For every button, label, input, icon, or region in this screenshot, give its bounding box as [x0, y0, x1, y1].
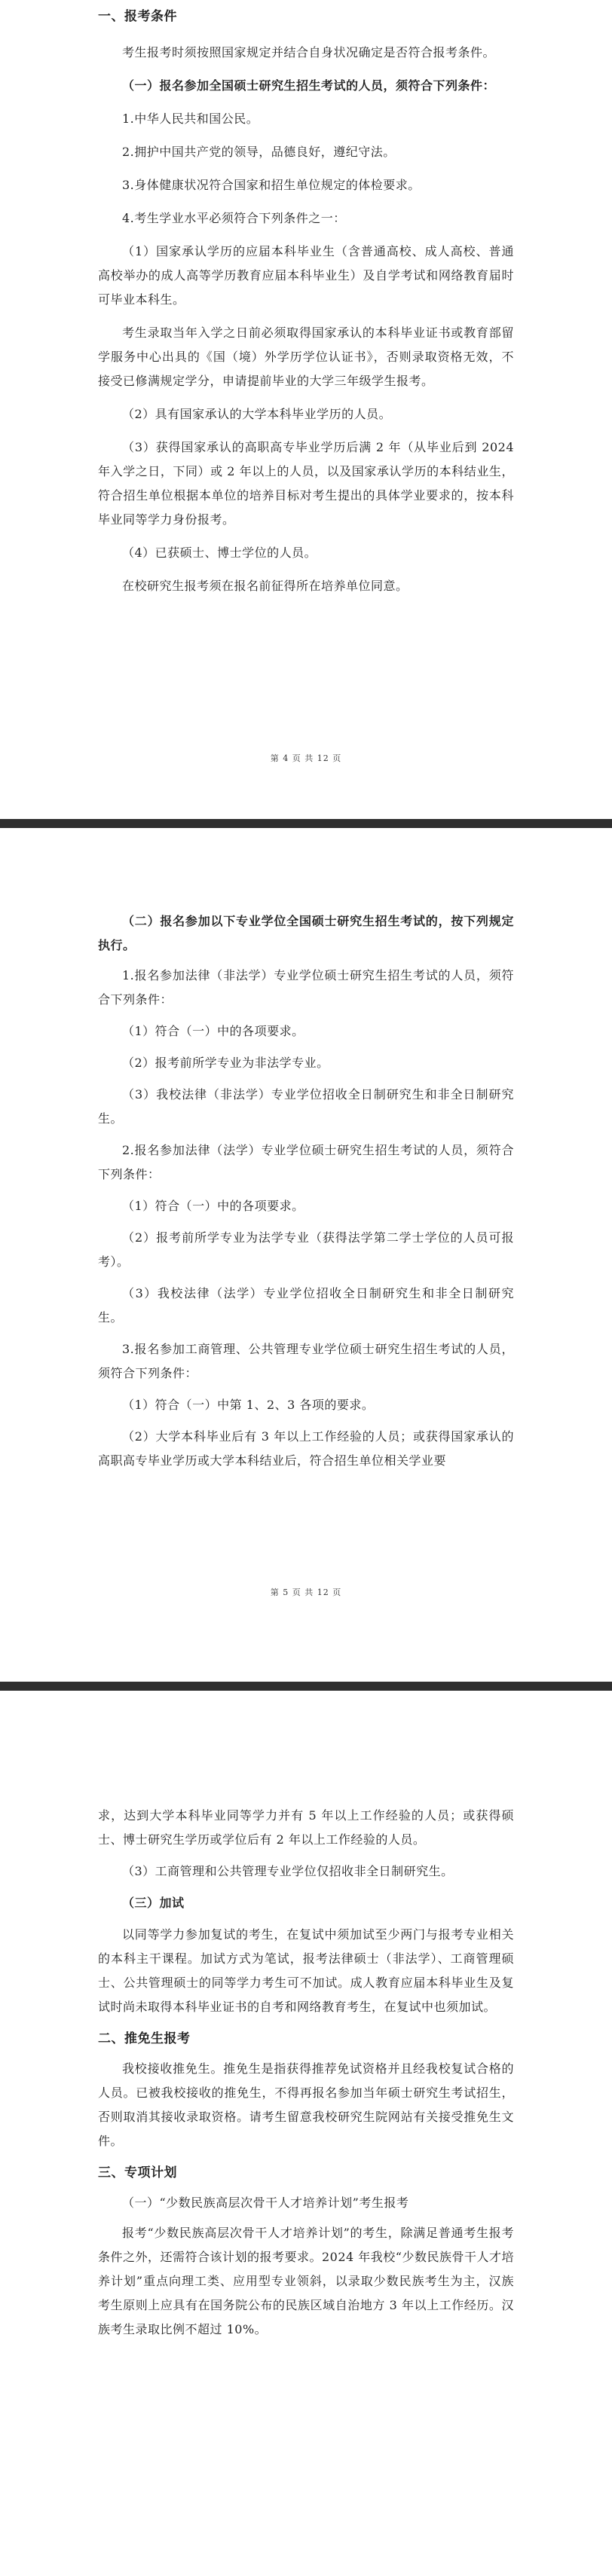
page-divider: [0, 1682, 612, 1691]
subsection-heading: （三）加试: [122, 1896, 185, 1910]
list-item: （1）符合（一）中的各项要求。: [122, 1199, 304, 1213]
paragraph: 以同等学力参加复试的考生，在复试中须加试至少两门与报考专业相关的本科主干课程。加试方式为笔试，报考法律硕士（非法学）、工商管理硕士、公共管理硕士的同等学力考生可不加试。成人教育应届本科毕业生及复试时尚未取得本科毕业证书的自考和网络教育考生，在复试中也须加试。: [98, 1927, 514, 2014]
section-heading: 一、报考条件: [98, 9, 177, 24]
list-item: 1.报名参加法律（非法学）专业学位硕士研究生招生考试的人员，须符合下列条件：: [98, 968, 514, 1007]
document-page-5: [0, 828, 612, 1682]
list-item: （1）符合（一）中第 1、2、3 各项的要求。: [122, 1398, 375, 1412]
list-item: （1）国家承认学历的应届本科毕业生（含普通高校、成人高校、普通高校举办的成人高等学历教育应届本科毕业生）及自学考试和网络教育届时可毕业本科生。: [98, 244, 514, 307]
page-divider: [0, 819, 612, 828]
subsection-heading: （一）报名参加全国硕士研究生招生考试的人员，须符合下列条件：: [122, 78, 496, 93]
subsection-heading: （二）报名参加以下专业学位全国硕士研究生招生考试的，按下列规定执行。: [98, 914, 514, 952]
list-item: （2）具有国家承认的大学本科毕业学历的人员。: [122, 407, 392, 421]
paragraph: 在校研究生报考须在报名前征得所在培养单位同意。: [122, 579, 409, 593]
document-page-4: [0, 0, 612, 825]
list-item: （3）我校法律（法学）专业学位招收全日制研究生和非全日制研究生。: [98, 1286, 514, 1325]
list-item: （3）我校法律（非法学）专业学位招收全日制研究生和非全日制研究生。: [98, 1087, 514, 1126]
list-item: 4.考生学业水平必须符合下列条件之一：: [122, 211, 346, 225]
paragraph: 报考“少数民族高层次骨干人才培养计划”的考生，除满足普通考生报考条件之外，还需符合该计划的报考要求。2024 年我校“少数民族骨干人才培养计划”重点向理工类、应用型专业领斜，以录取少数民族考生为主，汉族考生原则上应具有在国务院公布的民族区域自治地方 3 年以上工作经历。汉族考生录取比例不超过 10%。: [98, 2226, 514, 2336]
section-heading: 三、专项计划: [98, 2165, 177, 2180]
paragraph: 考生报考时须按照国家规定并结合自身状况确定是否符合报考条件。: [122, 45, 496, 60]
subsection-heading: （一）“少数民族高层次骨干人才培养计划”考生报考: [122, 2196, 409, 2210]
list-item: 2.拥护中国共产党的领导，品德良好，遵纪守法。: [122, 145, 396, 159]
list-item: 3.报名参加工商管理、公共管理专业学位硕士研究生招生考试的人员，须符合下列条件：: [98, 1342, 514, 1380]
page-number: 第 5 页 共 12 页: [270, 1587, 342, 1597]
list-item: （2）报考前所学专业为法学专业（获得法学第二学士学位的人员可报考）。: [98, 1230, 514, 1269]
list-item: （1）符合（一）中的各项要求。: [122, 1024, 304, 1038]
list-item: 1.中华人民共和国公民。: [122, 112, 259, 126]
section-heading: 二、推免生报考: [98, 2031, 191, 2046]
document-page-6: [0, 1691, 612, 2576]
paragraph: 求，达到大学本科毕业同等学力并有 5 年以上工作经验的人员；或获得硕士、博士研究生学历或学位后有 2 年以上工作经验的人员。: [98, 1808, 514, 1847]
list-item: （3）获得国家承认的高职高专毕业学历后满 2 年（从毕业后到 2024 年入学之日，下同）或 2 年以上的人员，以及国家承认学历的本科结业生，符合招生单位根据本单位的培养目标对考生提出的具体学业要求的，按本科毕业同等学力身份报考。: [98, 440, 514, 527]
list-item: 2.报名参加法律（法学）专业学位硕士研究生招生考试的人员，须符合下列条件：: [98, 1143, 514, 1181]
paragraph: 考生录取当年入学之日前必须取得国家承认的本科毕业证书或教育部留学服务中心出具的《国（境）外学历学位认证书》，否则录取资格无效，不接受已修满规定学分，申请提前毕业的大学三年级学生报考。: [98, 325, 514, 388]
list-item: （3）工商管理和公共管理专业学位仅招收非全日制研究生。: [122, 1864, 454, 1878]
list-item: 3.身体健康状况符合国家和招生单位规定的体检要求。: [122, 178, 421, 192]
list-item: （4）已获硕士、博士学位的人员。: [122, 545, 317, 560]
paragraph: 我校接收推免生。推免生是指获得推荐免试资格并且经我校复试合格的人员。已被我校接收的推免生，不得再报名参加当年硕士研究生考试招生，否则取消其接收录取资格。请考生留意我校研究生院网站有关接受推免生文件。: [98, 2061, 514, 2148]
list-item: （2）报考前所学专业为非法学专业。: [122, 1056, 329, 1070]
list-item: （2）大学本科毕业后有 3 年以上工作经验的人员；或获得国家承认的高职高专毕业学历或大学本科结业后，符合招生单位相关学业要: [98, 1429, 514, 1468]
page-number: 第 4 页 共 12 页: [270, 753, 342, 763]
